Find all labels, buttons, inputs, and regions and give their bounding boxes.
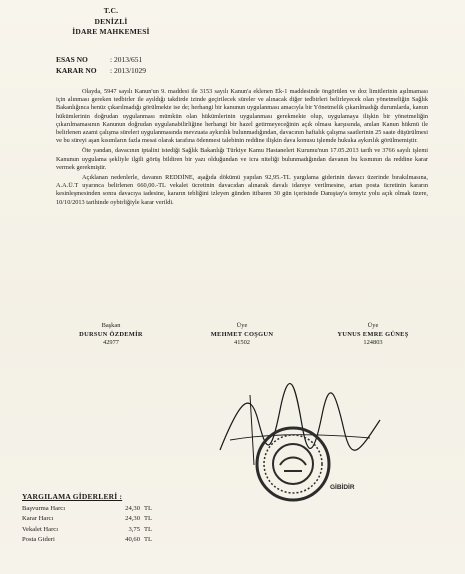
cost-value: 24,30	[125, 515, 140, 523]
cost-unit: TL	[144, 515, 153, 523]
karar-value: : 2013/1029	[110, 66, 147, 75]
cost-row	[22, 525, 152, 535]
signer-role: Üye	[236, 322, 248, 329]
cost-row	[22, 514, 152, 524]
karar-label: KARAR NO	[56, 66, 97, 75]
signer-name: YUNUS EMRE GÜNEŞ	[337, 330, 409, 338]
karar-row	[56, 65, 170, 76]
signer-id: 124803	[363, 339, 383, 346]
cost-label: Posta Gideri	[22, 535, 55, 543]
cost-label: Başvurma Harcı	[22, 505, 66, 513]
esas-label: ESAS NO	[56, 55, 88, 64]
cost-value: 24,30	[125, 505, 140, 513]
signer-id: 41502	[234, 339, 250, 346]
cost-label: Karar Harcı	[22, 515, 54, 523]
signer-role: Üye	[367, 322, 379, 329]
cost-row	[22, 504, 152, 514]
signer-member-2	[318, 322, 428, 348]
costs-block	[22, 492, 152, 545]
cost-value: 40,60	[125, 535, 140, 543]
paragraph-3: Açıklanan nedenlerle, davanın REDDİNE, aşağıda dökümü yapılan 92,95.-TL yargılama giderinin davacı üzerinde bırakılmasına, A.A.Ü.T uyarınca belirlenen 660,00.-TL vekalet ücretinin davacıdan alınarak davalı idareye verilmesine, artan posta ücretinin kararın kesinleşmesinden sonra davacıya iadesine, kararın tebliğini izleyen günden itibaren 30 gün içerisinde Danıştay'a temyiz yolu açık olmak üzere, 10/10/2013 tarihinde oybirliğiyle karar verildi.	[56, 174, 428, 206]
court-header	[56, 6, 166, 38]
seal-stamp-text: GİBİDİR	[330, 484, 355, 491]
signer-name: MEHMET COŞGUN	[210, 330, 274, 338]
header-republic: T.C.	[103, 6, 119, 15]
esas-row	[56, 54, 170, 65]
cost-row	[22, 535, 152, 545]
cost-unit: TL	[144, 525, 153, 533]
cost-unit: TL	[144, 535, 153, 543]
signer-role: Başkan	[101, 322, 121, 329]
signers-block	[56, 322, 428, 348]
cost-unit: TL	[144, 505, 153, 513]
cost-value: 3,75	[128, 525, 140, 533]
decision-body	[56, 88, 428, 209]
header-court: İDARE MAHKEMESİ	[72, 27, 150, 36]
costs-title: YARGILAMA GİDERLERİ :	[22, 492, 123, 501]
signer-id: 42977	[103, 339, 119, 346]
signer-president	[56, 322, 166, 348]
signer-name: DURSUN ÖZDEMİR	[79, 330, 143, 338]
court-seal	[254, 425, 332, 503]
signer-member-1	[187, 322, 297, 348]
cost-label: Vekalet Harcı	[22, 525, 59, 533]
header-city: DENİZLİ	[94, 16, 128, 26]
paragraph-2: Öte yandan, davacının iptalini istediği Sağlık Bakanlığı Türkiye Kamu Hastaneleri Kurumu'nun 17.05.2013 tarih ve 3766 sayılı işlemi Kanunun uygulama şekliyle ilgili görüş bildiren bir yazı olduğundan ve icra niteliği bulunmadığından davanın bu kısmının da reddine karar vermek gerekmiştir.	[56, 147, 428, 171]
esas-value: : 2013/651	[110, 55, 143, 64]
case-info	[56, 54, 170, 76]
paragraph-1: Olayda, 5947 sayılı Kanun'un 9. maddesi ile 3153 sayılı Kanun'a eklenen Ek-1 maddesinde öngörülen ve doz limitlerinin aşılmaması için alınması gereken tedbirler ile ayıldığı takdirde izinde geçirilecek süreler ve alınacak diğer tedbirleri belirleyecek olan yönetmeliğin Sağlık Bakanlığınca henüz çıkarılmadığı görülmekte ise de; herhangi bir kanunun uygulanması amacıyla bir Yönetmelik çıkarılmadığı durumlarda, kanun hükümlerinin doğrudan uygulanması mümkün olan hükümlerinin uygulanması gerekmekte olup, uygulamaya ilişkin bir yönetmeliğin çıkarılmamasının Kanunun doğrudan uygulanabilirliğine herhangi bir hazel getirmeyeceğinin açık olması karşısında, anılan Kanun hükmü ile belirlenen azami çalışma süreleri uygulanmasında mevzuata aykırılık bulunmadığından, davacının haftalık çalışma saatlerinin 25 saate düşürülmesi ve bu süreyi aşan kısımların fazla mesai olarak tarafına ödenmesi talebinin reddine ilişkin dava konusu işlemde hukuka aykırılık görülmemiştir.	[56, 88, 428, 145]
